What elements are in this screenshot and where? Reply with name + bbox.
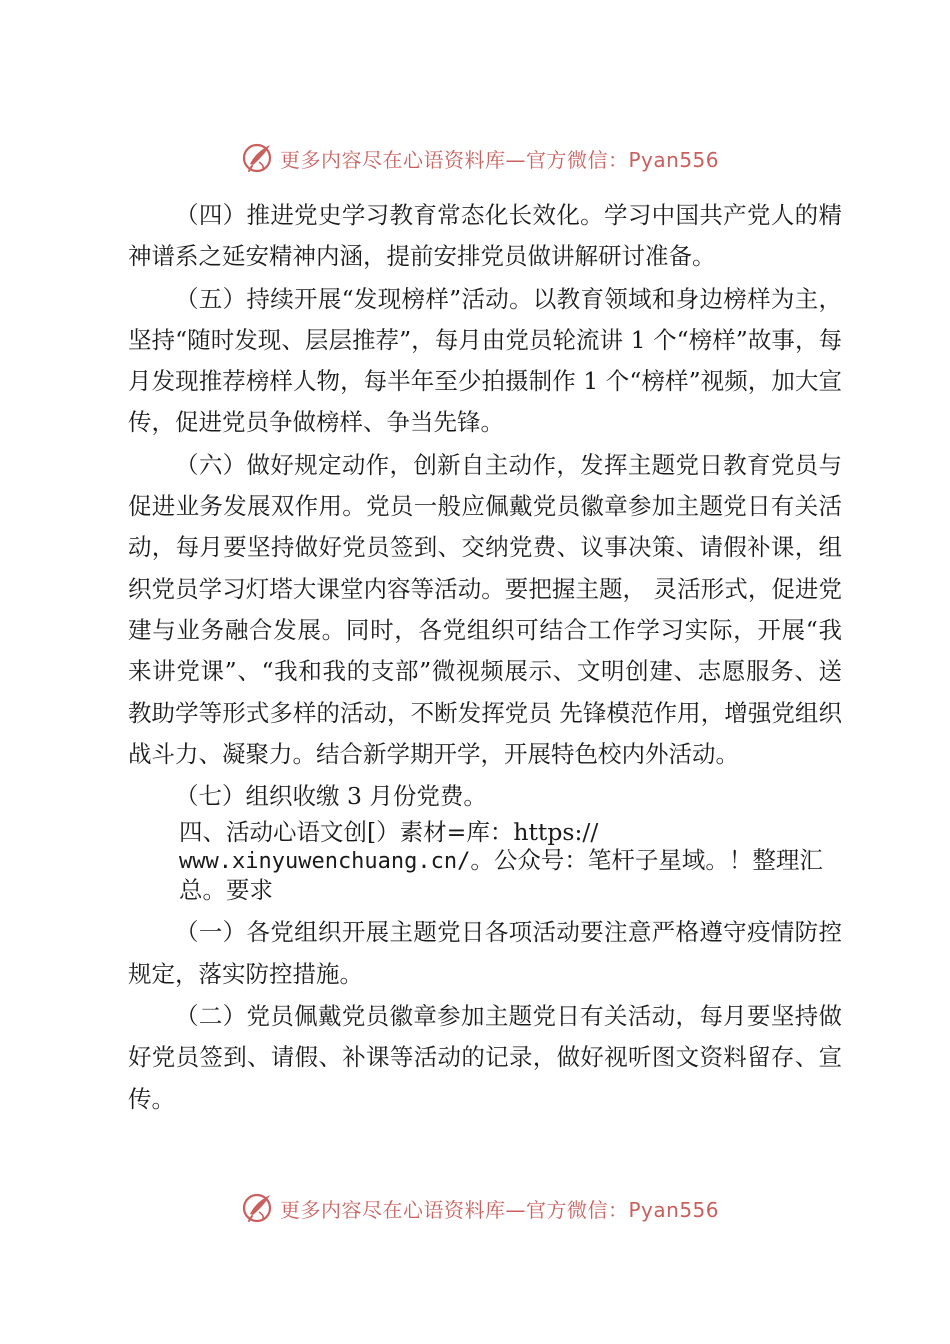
document-body — [128, 195, 842, 1121]
banner-text: 更多内容尽在心语资料库—官方微信：Pyan556 — [280, 1197, 720, 1222]
requirement-2: （二）党员佩戴党员徽章参加主题党日有关活动，每月要坚持做好党员签到、请假、补课等活动的记录，做好视听图文资料留存、宣传。 — [128, 1002, 842, 1113]
paragraph-5: （五）持续开展“发现榜样”活动。以教育领域和身边榜样为主，坚持“随时发现、层层推荐”，每月由党员轮流讲 1 个“榜样”故事，每月发现推荐榜样人物，每半年至少拍摄制作 1 个“榜样”视频，加大宣传，促进党员争做榜样、争当先锋。 — [128, 284, 842, 437]
paragraph-7: （七）组织收缴 3 月份党费。 — [175, 782, 487, 811]
quill-seal-icon — [240, 140, 276, 176]
section-heading-line1: 四、活动心语文创[）素材=库：https:// — [179, 818, 599, 847]
header-banner — [240, 138, 760, 178]
requirement-1: （一）各党组织开展主题党日各项活动要注意严格遵守疫情防控规定，落实防控措施。 — [128, 918, 842, 988]
paragraph-6: （六）做好规定动作，创新自主动作，发挥主题党日教育党员与促进业务发展双作用。党员一般应佩戴党员徽章参加主题党日有关活动，每月要坚持做好党员签到、交纳党费、议事决策、请假补课，组织党员学习灯塔大课堂内容等活动。要把握主题， 灵活形式，促进党建与业务融合发展。同时，各党组织可结合工作学习实际，开展“我来讲党课”、“我和我的支部”微视频展示、文明创建、志愿服务、送教助学等形式多样的活动，不断发挥党员 先锋模范作用，增强党组织战斗力、凝聚力。结合新学期开学，开展特色校内外活动。 — [128, 450, 842, 768]
footer-banner — [240, 1188, 760, 1228]
section-heading-requirements — [128, 818, 842, 904]
banner-text: 更多内容尽在心语资料库—官方微信：Pyan556 — [280, 147, 720, 172]
website-link[interactable]: www.xinyuwenchuang.cn/ — [179, 849, 471, 875]
section-heading-line2: www.xinyuwenchuang.cn/。公众号：笔杆子星域。！整理汇 — [179, 846, 823, 875]
paragraph-4: （四）推进党史学习教育常态化长效化。学习中国共产党人的精神谱系之延安精神内涵，提前安排党员做讲解研讨准备。 — [128, 201, 842, 271]
quill-seal-icon — [240, 1190, 276, 1226]
section-heading-line3: 总。要求 — [179, 876, 273, 905]
